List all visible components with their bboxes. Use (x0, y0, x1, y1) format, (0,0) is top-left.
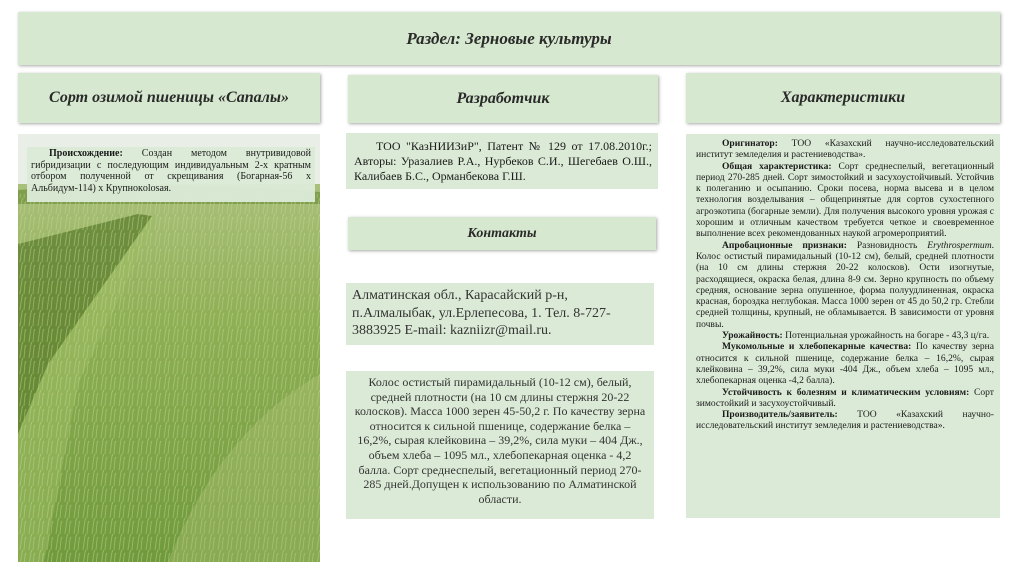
characteristics-title: Характеристики (780, 89, 906, 106)
characteristic-text: Разновидность (846, 239, 928, 251)
characteristic-variety-name: Erythrospermum (927, 239, 992, 251)
variety-header (18, 73, 320, 123)
characteristic-resistance (696, 387, 994, 410)
characteristic-text: . Колос остистый пирамидальный (10-12 см), белый, средней плотности (на 10 см длины стержня 20-22 колосков). Ости изогнутые, расходящиеся, окраска белая, длина 8-9 см. Зерно крупность по объему средняя, основание зерна опушенное, форма полуудлиненная, окраска красная, бороздка неглубокая. Масса 1000 зерен от 45 до 50,2 гр. Стебли средней толщины, крупный, не обламывается. В зависимости от уровня почвы. (696, 239, 994, 330)
origin-text-box (27, 147, 315, 202)
origin-text: Создан методом внутривидовой гибридизации с последующим индивидуальным 2-х кратным отбором полученной от скрещивания (Богарная-56 х Альбидум-114) х Крупнокolosая. (31, 148, 311, 194)
developer-text: ТОО "КазНИИЗиР", Патент № 129 от 17.08.2010г.; Авторы: Уразалиев Р.А., Нурбеков С.И., Шегебаев О.Ш., Калибаев Б.С., Орманбекова Г.Ш. (354, 139, 652, 183)
characteristic-text: Потенциальная урожайность на богаре - 43,3 ц/га. (782, 330, 990, 342)
section-header (18, 12, 1000, 65)
contact-text: Алматинская обл., Карасайский р-н, п.Алмалыбак, ул.Ерлепесова, 1. Тел. 8-727-3883925 E-mail: kazniizr@mail.ru. (352, 288, 611, 338)
characteristic-text: Сорт зимостойкий и засухоустойчивый. (696, 386, 994, 409)
characteristic-label: Урожайность: (722, 330, 783, 342)
characteristic-text: ТОО «Казахский научно-исследовательский институт земледелия и растениеводства». (696, 409, 994, 432)
characteristic-approbation (696, 240, 994, 330)
characteristic-text: Сорт среднеспелый, вегетационный период 270-285 дней. Сорт зимостойкий и засухоустойчивый. Устойчив к полеганию и осыпанию. Сроки посева, норма высева и в целом технология возделывания – общепринятые для сортов сухостепного агроэкотипа (богарные земли). Для получения высокого уровня урожая с хорошим и отличным качеством требуется четкое и своевременное выполнение всех рекомендованных наукой агромероприятий. (696, 160, 995, 240)
characteristic-originator (696, 138, 994, 161)
characteristic-text: По качеству зерна относится к сильной пшенице, содержание белка – 16,2%, сырая клейковина – 39,2%, сила муки -404 Дж., объем хлеба – 1095 мл., хлебопекарная оценка -4,2 балла). (696, 341, 994, 387)
contacts-header (348, 217, 656, 250)
characteristic-label: Производитель/заявитель: (722, 409, 838, 421)
characteristic-label: Оригинатор: (722, 138, 778, 149)
characteristics-header (686, 73, 1000, 123)
description-text: Колос остистый пирамидальный (10-12 см), белый, средней плотности (на 10 см длины стержня 20-22 колосков). Масса 1000 зерен 45-50,2 г. По качеству зерна относится к сильной пшенице, содержание белка – 16,2%, сырая клейковина – 39,2%, сила муки – 404 Дж., объем хлеба – 1095 мл., хлебопекарная оценка - 4,2 балла. Сорт среднеспелый, вегетационный период 270-285 дней.Допущен к использованию по Алматинской области. (354, 375, 646, 506)
variety-title: Сорт озимой пшеницы «Сапалы» (49, 89, 289, 106)
developer-header (348, 75, 658, 123)
characteristics-text-box (686, 134, 1000, 518)
characteristic-text: ТОО «Казахский научно-исследовательский институт земледелия и растениеводства». (696, 138, 994, 161)
contact-text-box (346, 283, 654, 345)
characteristic-baking-quality (696, 341, 994, 386)
description-text-box (346, 371, 654, 519)
characteristic-label: Апробационные признаки: (722, 239, 847, 251)
section-title: Раздел: Зерновые культуры (406, 28, 612, 48)
developer-title: Разработчик (456, 90, 550, 107)
characteristic-producer (696, 409, 994, 432)
characteristic-yield (696, 330, 994, 341)
origin-label: Происхождение: (49, 148, 123, 159)
developer-text-box (346, 133, 658, 189)
contacts-title: Контакты (467, 225, 537, 241)
characteristic-label: Мукомольные и хлебопекарные качества: (722, 341, 912, 353)
characteristic-label: Устойчивость к болезням и климатическим условиям: (722, 386, 970, 398)
characteristic-label: Общая характеристика: (722, 160, 832, 172)
characteristic-general (696, 161, 994, 240)
